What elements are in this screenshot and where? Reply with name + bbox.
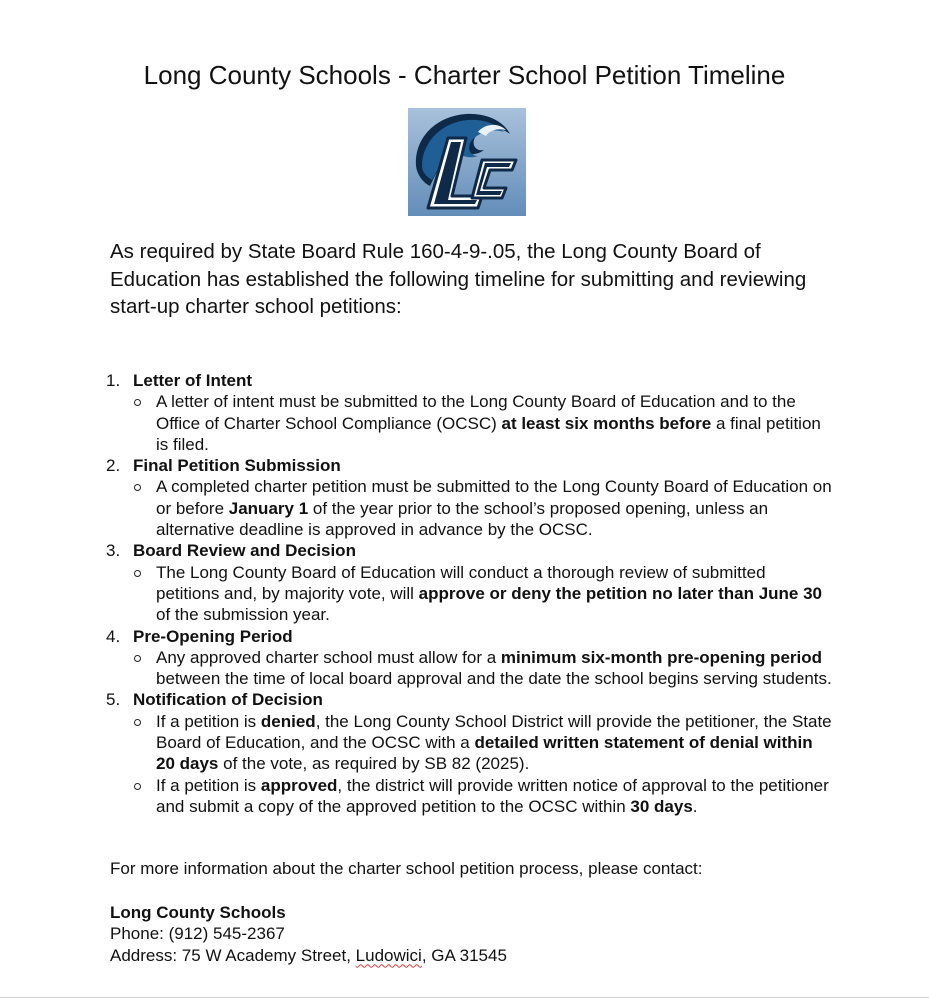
contact-phone: Phone: (912) 545-2367 bbox=[110, 924, 285, 944]
page-bottom-divider bbox=[0, 997, 929, 998]
circle-bullet-icon bbox=[134, 783, 141, 790]
step-title: Pre-Opening Period bbox=[133, 626, 293, 646]
contact-address: Address: 75 W Academy Street, Ludowici, GA 31545 bbox=[110, 945, 507, 965]
step-detail: A letter of intent must be submitted to the Long County Board of Education and to the Office of Charter School Compliance (OCSC) at least six months before a final petition is filed. bbox=[133, 391, 833, 455]
intro-paragraph: As required by State Board Rule 160-4-9-.05, the Long County Board of Education has established the following timeline for submitting and reviewing start-up charter school petitions: bbox=[110, 240, 807, 318]
step-number: 1. bbox=[106, 371, 121, 390]
circle-bullet-icon bbox=[134, 484, 141, 491]
step-detail: If a petition is denied, the Long County School District will provide the petitioner, the State Board of Education, and the OCSC with a detailed written statement of denial within 20 days of the vote, as required by SB 82 (2025). bbox=[133, 711, 833, 775]
step-pre-opening-period bbox=[103, 626, 833, 690]
circle-bullet-icon bbox=[134, 399, 141, 406]
circle-bullet-icon bbox=[134, 570, 141, 577]
step-board-review-and-decision bbox=[103, 540, 833, 625]
step-number: 2. bbox=[106, 456, 121, 476]
step-number: 4. bbox=[106, 626, 121, 646]
circle-bullet-icon bbox=[134, 719, 141, 726]
timeline-steps bbox=[103, 370, 833, 817]
step-detail: If a petition is approved, the district will provide written notice of approval to the petitioner and submit a copy of the approved petition to the OCSC within 30 days. bbox=[133, 775, 833, 818]
contact-block bbox=[110, 902, 507, 966]
step-letter-of-intent bbox=[103, 370, 833, 455]
circle-bullet-icon bbox=[134, 655, 141, 662]
step-number: 3. bbox=[106, 541, 121, 561]
step-title: Letter of Intent bbox=[133, 371, 252, 390]
contact-name: Long County Schools bbox=[110, 903, 286, 922]
step-title: Final Petition Submission bbox=[133, 456, 341, 476]
page-title: Long County Schools - Charter School Petition Timeline bbox=[143, 60, 786, 90]
step-detail: Any approved charter school must allow for a minimum six-month pre-opening period between the time of local board approval and the date the school begins serving students. bbox=[133, 647, 833, 690]
more-info-text: For more information about the charter school petition process, please contact: bbox=[110, 859, 703, 878]
step-title: Notification of Decision bbox=[133, 690, 323, 710]
step-notification-of-decision bbox=[103, 689, 833, 817]
step-number: 5. bbox=[106, 690, 121, 710]
step-final-petition-submission bbox=[103, 455, 833, 540]
long-county-logo bbox=[408, 108, 526, 216]
spellcheck-flagged-word: Ludowici bbox=[355, 945, 422, 965]
step-title: Board Review and Decision bbox=[133, 541, 356, 561]
step-detail: A completed charter petition must be submitted to the Long County Board of Education on or before January 1 of the year prior to the school’s proposed opening, unless an alternative deadline is approved in advance by the OCSC. bbox=[133, 476, 833, 540]
step-detail: The Long County Board of Education will conduct a thorough review of submitted petitions and, by majority vote, will approve or deny the petition no later than June 30 of the submission year. bbox=[133, 562, 833, 626]
